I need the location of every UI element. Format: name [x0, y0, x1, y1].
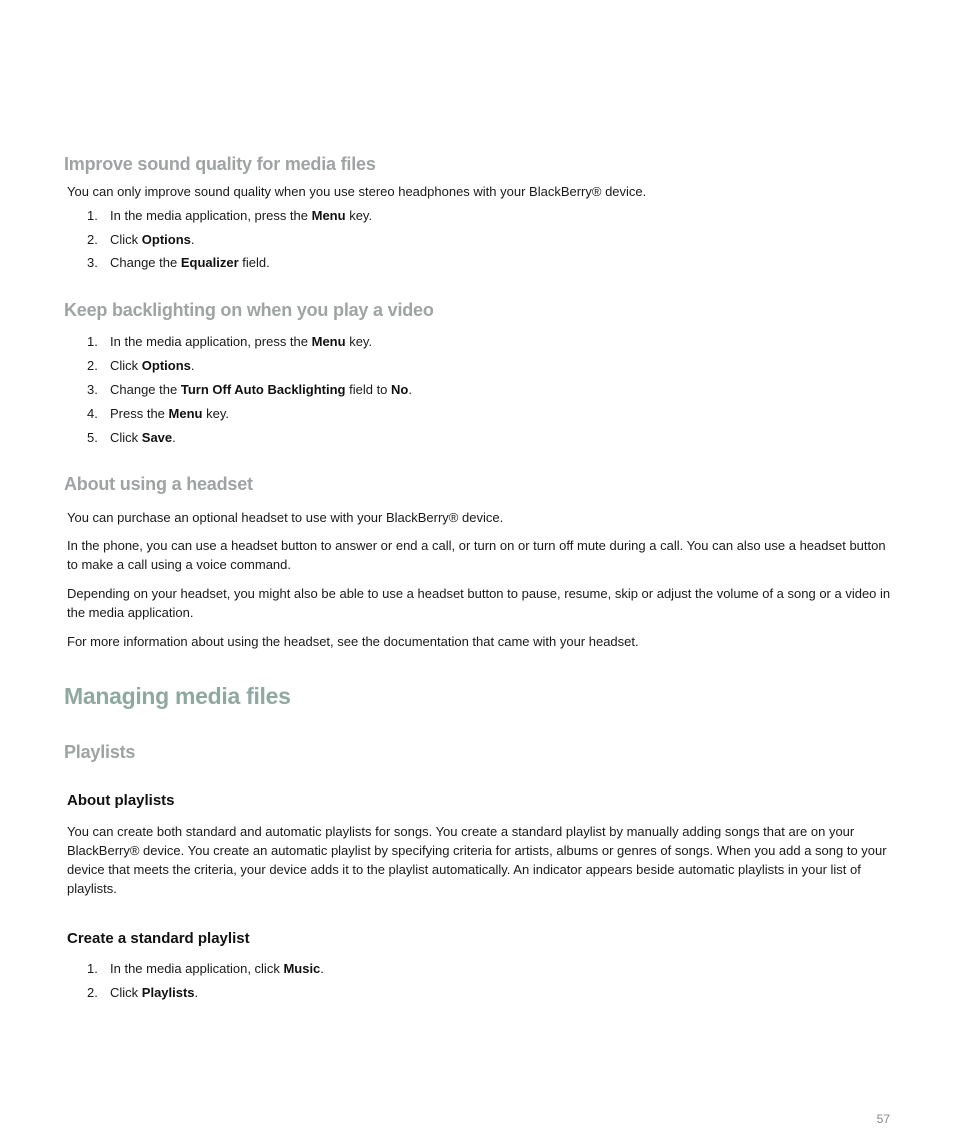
step-text: field to: [345, 382, 392, 397]
headset-paragraph: You can purchase an optional headset to use with your BlackBerry® device.: [67, 510, 504, 525]
page-number: 57: [876, 1112, 890, 1126]
step-text: Press the: [110, 406, 169, 421]
step-text: Change the: [110, 255, 181, 270]
about-playlists-text: You can create both standard and automatic playlists for songs. You create a standard playlist by manually adding songs that are on your BlackBerry® device. You create an automatic playlist by specifying criteria for artists, albums or genres of songs. When you add a song to your device that meets the criteria, your device adds it to the playlist automatically. An indicator appears beside automatic playlists in your list of playlists.: [67, 824, 887, 896]
step-number: 3.: [87, 382, 98, 397]
step-text: key.: [345, 208, 373, 223]
step-number: 3.: [87, 255, 98, 270]
headset-paragraph: Depending on your headset, you might also be able to use a headset button to pause, resume, skip or adjust the volume of a song or a video in the media application.: [67, 586, 891, 620]
step-number: 4.: [87, 406, 98, 421]
step-text: Click: [110, 430, 142, 445]
step-text: .: [194, 985, 199, 1000]
ui-label: Menu: [311, 334, 346, 349]
step-number: 1.: [87, 334, 98, 349]
sound-intro: You can only improve sound quality when you use stereo headphones with your BlackBerry® device.: [67, 184, 647, 199]
heading-managing-media: Managing media files: [64, 683, 291, 709]
ui-label: Options: [141, 358, 191, 373]
heading-about-playlists: About playlists: [67, 792, 175, 809]
step-text: Click: [110, 985, 142, 1000]
ui-label: Equalizer: [180, 255, 239, 270]
step-text: Click: [110, 358, 142, 373]
heading-create-playlist: Create a standard playlist: [67, 930, 250, 947]
ui-label: Options: [141, 232, 191, 247]
step-text: In the media application, click: [110, 961, 284, 976]
step-text: Change the: [110, 382, 181, 397]
step-text: In the media application, press the: [110, 334, 312, 349]
ui-label: Music: [283, 961, 321, 976]
heading-improve-sound: Improve sound quality for media files: [64, 154, 376, 174]
heading-backlighting: Keep backlighting on when you play a video: [64, 300, 434, 320]
step-number: 2.: [87, 358, 98, 373]
step-text: Click: [110, 232, 142, 247]
step-text: .: [408, 382, 412, 397]
step-text: field.: [238, 255, 270, 270]
heading-headset: About using a headset: [64, 474, 253, 494]
step-number: 2.: [87, 985, 98, 1000]
step-text: .: [190, 232, 195, 247]
ui-label: Playlists: [141, 985, 195, 1000]
ui-label: Menu: [168, 406, 203, 421]
step-number: 2.: [87, 232, 98, 247]
ui-label: Save: [141, 430, 173, 445]
step-number: 1.: [87, 208, 98, 223]
step-text: key.: [345, 334, 373, 349]
step-text: key.: [202, 406, 229, 421]
step-text: .: [190, 358, 195, 373]
step-number: 5.: [87, 430, 98, 445]
headset-paragraph: In the phone, you can use a headset button to answer or end a call, or turn on or turn off mute during a call. You can also use a headset button to make a call using a voice command.: [67, 538, 886, 572]
headset-paragraph: For more information about using the headset, see the documentation that came with your headset.: [67, 634, 639, 649]
ui-label: Turn Off Auto Backlighting: [180, 382, 346, 397]
step-text: In the media application, press the: [110, 208, 312, 223]
ui-label: No: [391, 382, 409, 397]
step-text: .: [320, 961, 324, 976]
ui-label: Menu: [311, 208, 346, 223]
heading-playlists: Playlists: [64, 742, 136, 762]
step-number: 1.: [87, 961, 98, 976]
step-text: .: [172, 430, 176, 445]
